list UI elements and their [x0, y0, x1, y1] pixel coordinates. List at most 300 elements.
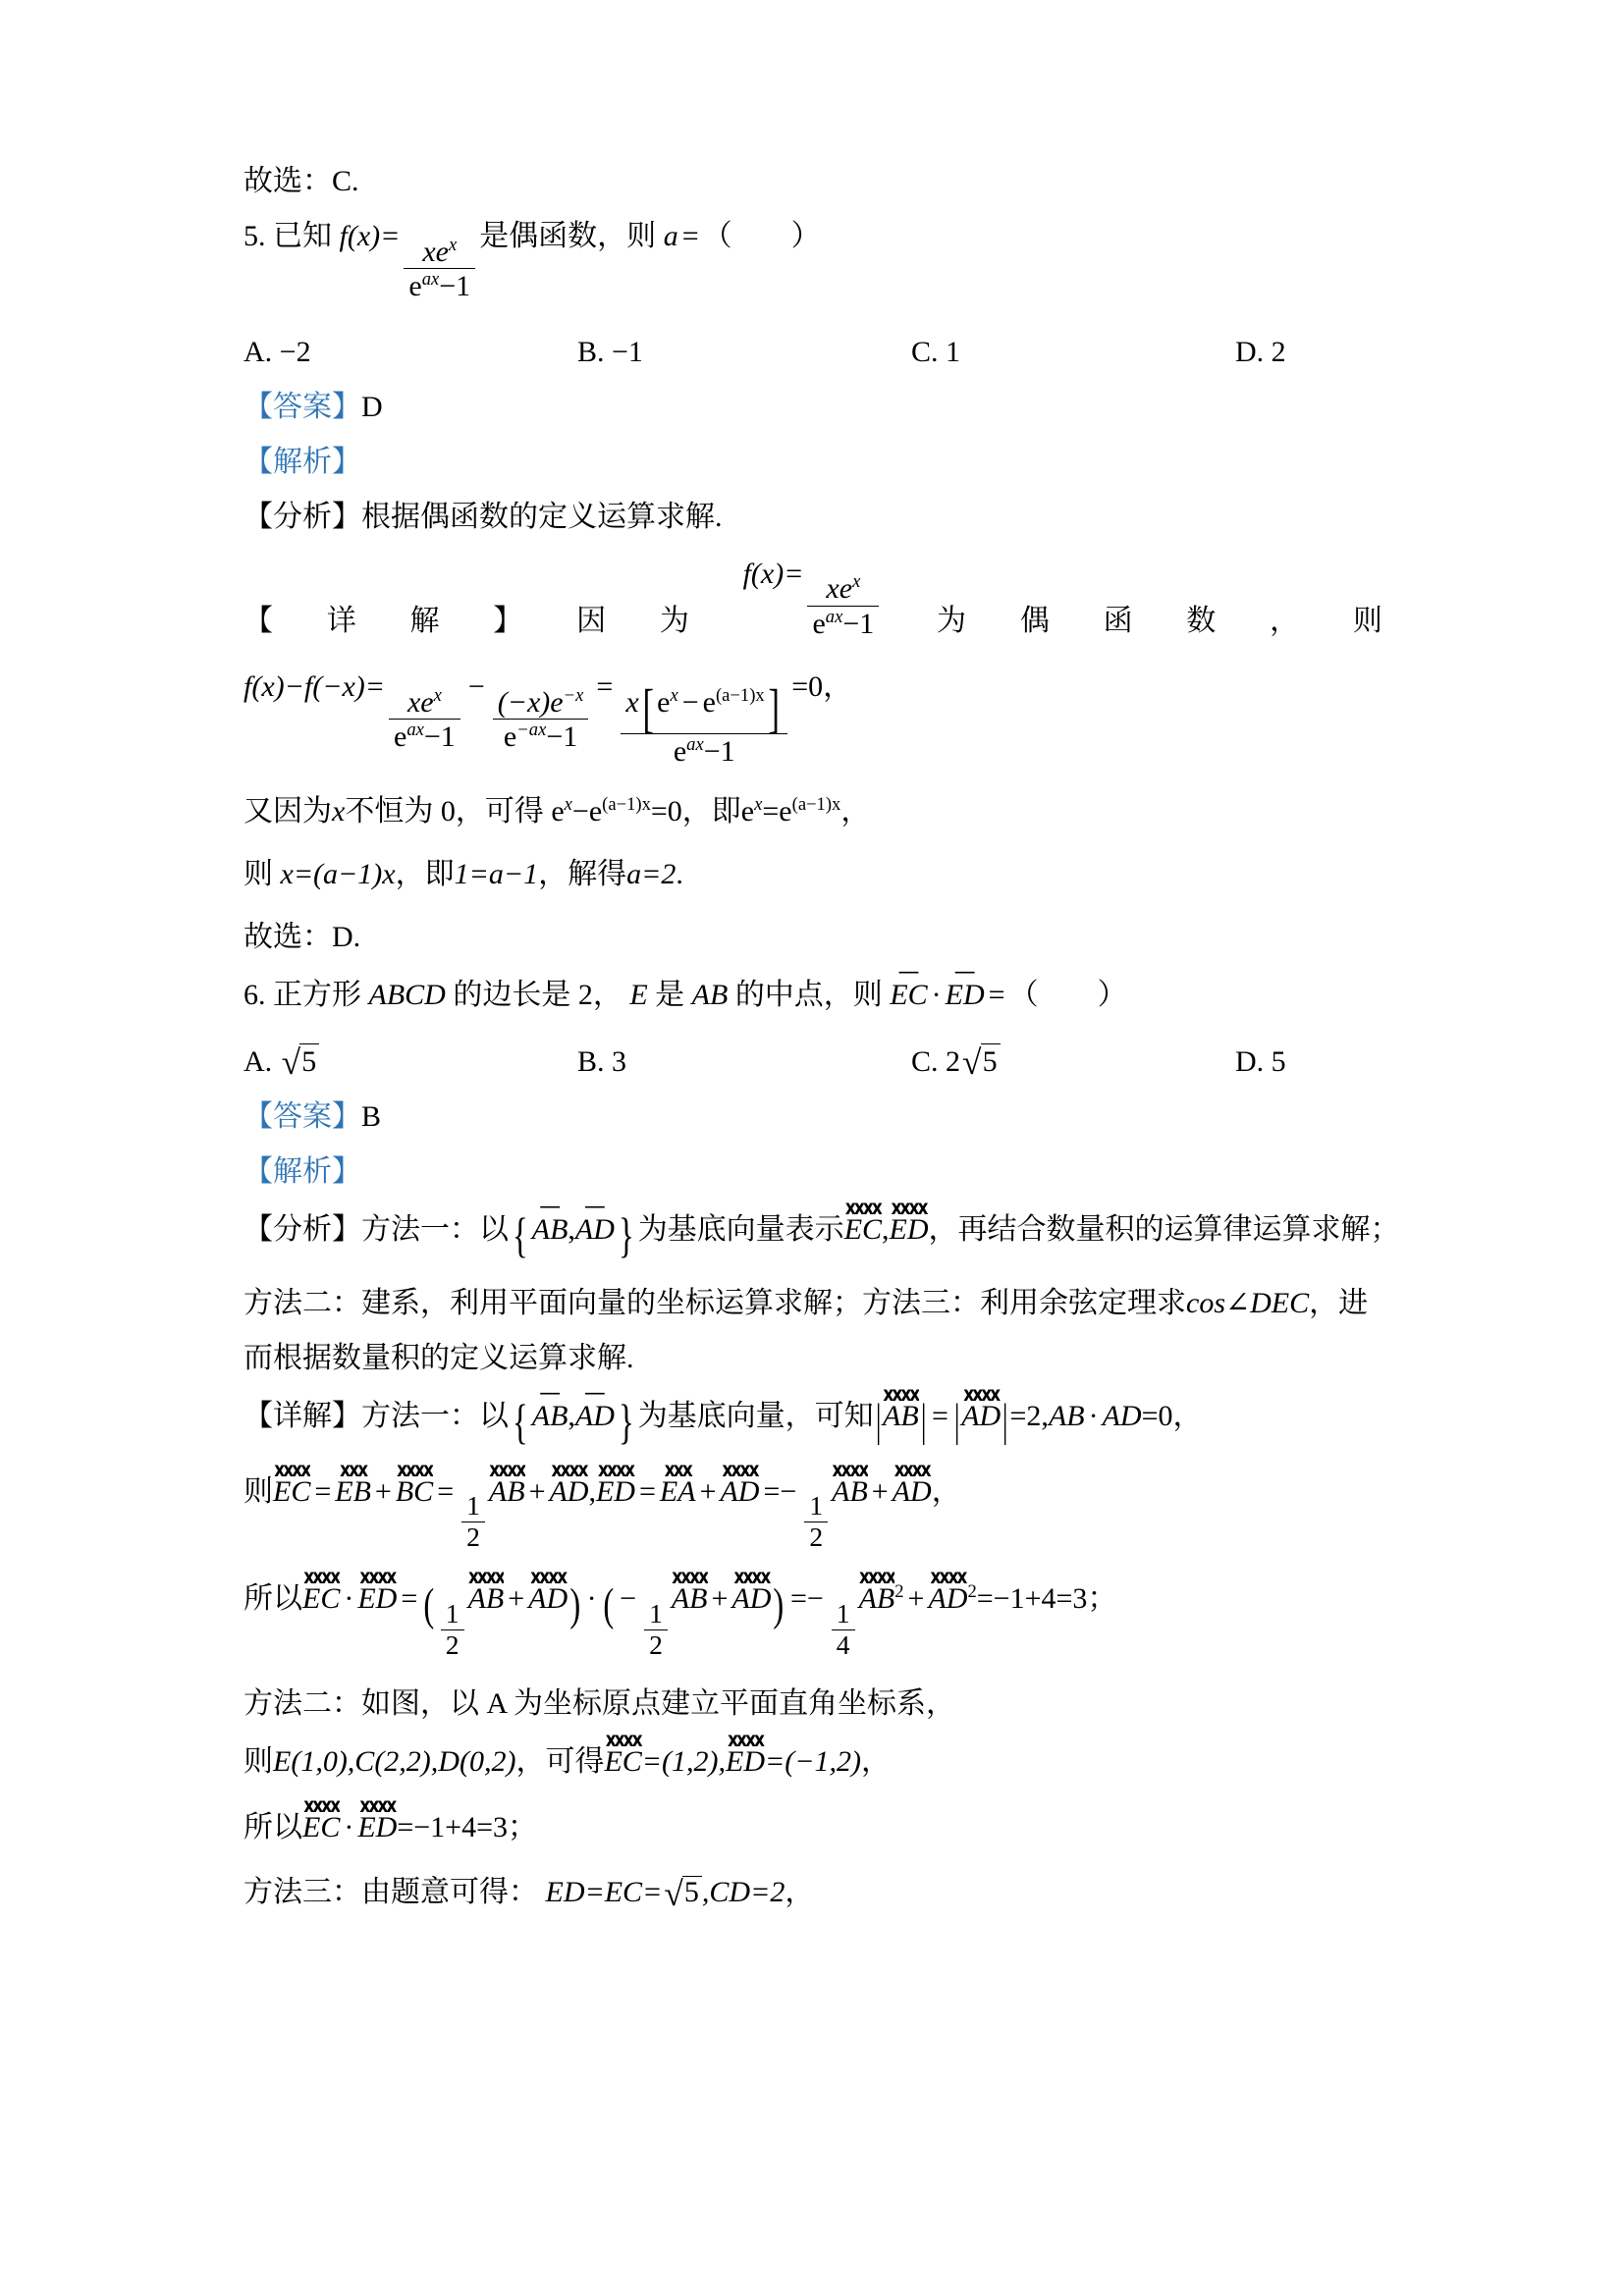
q6-eb-vec: [335, 1464, 371, 1509]
q6-vector-ec: [890, 966, 928, 1012]
question-6-options: [244, 1041, 1382, 1082]
q5-step2-eq2-b-exp: (a−1)x: [791, 794, 841, 816]
q5-fenxi-line: [244, 500, 1382, 533]
q5-number: 5.: [244, 220, 266, 252]
q6-half-2-den: 2: [809, 1522, 824, 1553]
q5-answer-line: [244, 390, 1382, 423]
q5-step3-eq2: 1=a−1: [454, 858, 539, 891]
q6-dot-g1-plus: +: [508, 1582, 525, 1616]
q6-equals: =: [988, 979, 1005, 1012]
q6-abs-open-2: |: [953, 1395, 960, 1446]
vector-arrow-icon: xxxx: [274, 1464, 310, 1478]
q6-dot-g2-plus: +: [711, 1582, 729, 1616]
q6-xj-abs-ab: [883, 1388, 919, 1432]
q5-answer-tag: 【答案】: [244, 390, 361, 423]
q6-dot-eq2: =−: [789, 1582, 824, 1616]
q6-xj-dot-sym: ·: [1088, 1399, 1099, 1432]
q5-step3-eq1: x=(a−1)x: [280, 858, 396, 891]
q6-option-c-value: 5: [981, 1043, 1001, 1079]
q6-fenxi-tag: 【分析】: [244, 1213, 361, 1247]
q6-m3-pre: 方法三：由题意可得：: [244, 1875, 538, 1908]
q6-xj-abs-ad: [961, 1388, 1001, 1432]
q5-xiangjie-fraction: [807, 572, 879, 639]
q5-conclusion-line: [244, 923, 1382, 952]
q6-basis-ad-label: AD: [574, 1213, 615, 1247]
q5-xj-den-exp: ax: [825, 606, 843, 627]
q5-deriv-t3-den-exp: ax: [686, 733, 704, 755]
q6-xj-basis-ab-label: AB: [531, 1399, 568, 1432]
vector-arrow-icon: xxxx: [530, 1572, 567, 1585]
q6-option-c-coefficient: 2: [946, 1045, 961, 1079]
q6-group1-open: (: [423, 1580, 435, 1631]
q6-ad-vec-2-label: AD: [720, 1475, 760, 1509]
q5-option-c[interactable]: [911, 336, 1235, 369]
q5-deriv-tail: =0: [791, 670, 824, 704]
q5-option-a-value: −2: [279, 335, 311, 368]
q5-xiangjie-line: [244, 558, 1382, 640]
q5-step3-eq3: a=2: [626, 858, 677, 891]
q6-dot-g2-ad-label: AD: [731, 1582, 772, 1616]
vector-arrow-icon: —: [539, 1201, 562, 1215]
q5-option-a-key: A.: [244, 335, 273, 368]
q5-deriv-t1-den-exp: ax: [406, 720, 424, 741]
q5-option-d-value: 2: [1271, 335, 1286, 368]
q6-m2-dot-semicolon: ；: [508, 1810, 538, 1843]
q5-step2-end: ，: [840, 795, 871, 828]
q5-step2-eq2-a-exp: x: [754, 794, 763, 816]
q6-dot-half-1-den: 2: [445, 1629, 460, 1660]
q6-bc-vec: [395, 1464, 434, 1509]
q6-dot-half-2-den: 2: [649, 1629, 663, 1660]
q5-deriv-t3-a: e: [657, 685, 671, 719]
q6-method3-line: [244, 1874, 1382, 1914]
q6-dot-half-2: [644, 1597, 668, 1660]
q6-ec-vec: [273, 1464, 311, 1509]
q6-option-a-value: 5: [299, 1043, 319, 1079]
q5-stem-after: 是偶函数，则: [479, 220, 657, 252]
q6-answer-tag: 【答案】: [244, 1100, 361, 1134]
q6-fenxi-vector-ec-label: EC: [843, 1213, 883, 1247]
q5-deriv-bracket-open: [: [642, 679, 654, 740]
q5-deriv-t3-b: e: [702, 685, 716, 719]
q5-variable: a: [663, 220, 678, 252]
q6-option-c[interactable]: [911, 1041, 1235, 1082]
q6-ab-vec-1-label: AB: [488, 1475, 525, 1509]
vector-arrow-icon: xxxx: [963, 1388, 1000, 1403]
q5-step2-ji: ，即: [681, 795, 741, 828]
q6-half-2: [804, 1492, 828, 1552]
q6-dot-half-2-num: 1: [644, 1600, 668, 1630]
q5-deriv-minus: −: [467, 670, 485, 704]
q6-ec-vec-label: EC: [273, 1475, 311, 1509]
q5-xiangjie-fx: f(x)=: [742, 557, 804, 590]
q6-stem-4: 的中点，则: [734, 979, 883, 1012]
q6-m2-vec-ec-label: EC: [604, 1744, 642, 1778]
q6-stem-1: 正方形: [273, 979, 361, 1012]
q6-m2-dot-ed: [357, 1799, 398, 1843]
q5-xiangjie-tail-4: 数: [1186, 605, 1217, 638]
q6-number: 6.: [244, 979, 266, 1012]
q6-m2-dot-sym: ·: [344, 1810, 354, 1843]
q5-analysis-tag: 【解析】: [244, 445, 361, 478]
q6-ab-vec-2-label: AB: [832, 1475, 868, 1509]
q6-m2-points: E(1,0),C(2,2),D(0,2): [273, 1744, 516, 1778]
q6-ed-vec-label: ED: [595, 1475, 635, 1509]
q5-stem-before: 已知: [273, 220, 332, 252]
q6-option-a[interactable]: [244, 1041, 577, 1082]
q6-dot-ec: [302, 1572, 341, 1616]
q5-deriv-t2-den-rest: −1: [546, 721, 578, 754]
q6-dot-g2-ad: [731, 1572, 772, 1616]
vector-arrow-icon: xxxx: [303, 1572, 340, 1585]
vector-arrow-icon: —: [897, 966, 920, 981]
q6-ed-eq2: =−: [763, 1475, 797, 1509]
question-5-stem: [244, 222, 1382, 302]
q6-m2-vec-ed-label: ED: [726, 1744, 766, 1778]
q6-xj-brace-close: }: [618, 1394, 634, 1449]
q5-step2-mid: 不恒为 0，可得: [345, 795, 544, 828]
vector-arrow-icon: xxxx: [303, 1799, 340, 1814]
q6-xj-basis-ad-label: AD: [574, 1399, 615, 1432]
q6-half-1-num: 1: [461, 1492, 485, 1522]
q6-m3-sqrt-value: 5: [682, 1876, 702, 1907]
q6-option-c-key: C.: [911, 1045, 939, 1079]
q6-point-e: E: [629, 979, 648, 1012]
q5-xj-den-rest: −1: [842, 607, 875, 640]
q6-ed-end: ，: [931, 1475, 961, 1509]
q6-xj-m1-pre: 方法一：以: [361, 1399, 509, 1432]
q6-ab-vec-1: [488, 1464, 525, 1509]
q6-m2-intro-text: 方法二：如图，以 A 为坐标原点建立平面直角坐标系，: [244, 1686, 956, 1720]
q6-option-b[interactable]: [577, 1045, 911, 1079]
q5-deriv-t3-den-rest: −1: [703, 734, 735, 768]
q5-xiangjie-ch-5: 为: [659, 605, 689, 638]
q5-fraction: [404, 236, 475, 302]
q6-eb-vec-label: EB: [335, 1475, 371, 1509]
q5-deriv-t1-den-rest: −1: [423, 721, 456, 754]
previous-answer-text: 故选：C.: [244, 165, 359, 197]
q5-deriv-t3-a-exp: x: [670, 684, 678, 706]
q5-option-b[interactable]: [577, 336, 911, 369]
q6-quarter-num: 1: [832, 1600, 855, 1630]
q5-xiangjie-tail-3: 函: [1103, 605, 1133, 638]
q6-option-d[interactable]: [1235, 1045, 1382, 1079]
q5-xiangjie-ch-1: 详: [326, 605, 356, 638]
q6-m2-vec-ec-value: =(1,2),: [641, 1744, 727, 1778]
q5-deriv-t2-den-exp: −ax: [516, 720, 547, 741]
q6-dot-half-1: [441, 1597, 464, 1660]
q6-vector-ed: [945, 966, 985, 1012]
q6-dot-half-1-num: 1: [441, 1600, 464, 1630]
vector-arrow-icon: xxx: [340, 1464, 367, 1478]
q6-basis-ab-label: AB: [531, 1213, 568, 1247]
vector-arrow-icon: xxxx: [397, 1464, 432, 1478]
q6-half-1: [461, 1492, 485, 1552]
q5-step3-pre: 则: [244, 858, 273, 891]
vector-arrow-icon: —: [953, 966, 976, 981]
q6-q-ab-exp: 2: [894, 1581, 904, 1603]
q6-square-label: ABCD: [368, 979, 446, 1012]
q6-half-2-num: 1: [804, 1492, 828, 1522]
radical-icon: √: [962, 1041, 982, 1082]
q5-deriv-t3-minus: −: [681, 685, 699, 719]
q5-analysis-tag-line: [244, 445, 1382, 478]
q6-dot-g1-ad: [528, 1572, 568, 1616]
q6-group2-close: ): [773, 1580, 785, 1631]
q6-xj-dot-ad: AD: [1102, 1399, 1142, 1432]
q6-ea-vec: [659, 1464, 696, 1509]
q5-step2-line: [244, 796, 1382, 827]
q6-m3-eq-b: ,CD=2: [701, 1875, 785, 1908]
q6-answer-value: B: [361, 1100, 382, 1134]
q6-m2-vec-ed-value: =(−1,2): [765, 1744, 861, 1778]
q5-deriv-t3-lead: x: [625, 685, 639, 719]
q5-frac-numerator: xe: [422, 235, 449, 268]
q6-basis-vector-ad: [574, 1201, 615, 1247]
q6-half-1-den: 2: [466, 1522, 480, 1553]
q6-ed-plus: +: [699, 1475, 717, 1509]
q5-step2-eq2-eq: =e: [762, 795, 792, 828]
q6-dot-mid-sym: ·: [586, 1582, 597, 1616]
q5-frac-den-base: e: [408, 270, 422, 303]
q6-segment-ab: AB: [691, 979, 729, 1012]
q6-ec-plus2: +: [528, 1475, 546, 1509]
vector-arrow-icon: xxxx: [728, 1734, 763, 1748]
q5-step3-line: [244, 860, 1382, 889]
q6-dot-semicolon: ；: [1087, 1582, 1117, 1616]
q5-answer-paren: （ ）: [702, 220, 821, 252]
q6-fenxi-m2-tail: ，进: [1309, 1286, 1369, 1319]
q6-group1-close: ): [569, 1580, 581, 1631]
vector-arrow-icon: xxxx: [930, 1572, 966, 1585]
vector-arrow-icon: xxxx: [605, 1734, 641, 1748]
q5-step2-eq1-b-exp: (a−1)x: [602, 794, 651, 816]
q6-m2-end: ，: [861, 1744, 891, 1778]
vector-arrow-icon: —: [583, 1201, 606, 1215]
q6-ad-vec-3-label: AD: [892, 1475, 932, 1509]
q6-q-ad-exp: 2: [967, 1581, 977, 1603]
q6-fenxi-line-1: [244, 1201, 1400, 1263]
q6-xiangjie-tag: 【详解】: [244, 1399, 361, 1432]
q5-deriv-t3-den: e: [673, 734, 687, 768]
q6-option-d-key: D.: [1235, 1045, 1265, 1079]
vector-arrow-icon: —: [583, 1386, 606, 1401]
q6-ec-comma: ,: [588, 1475, 596, 1509]
q5-step2-eq1-tail: =0: [650, 795, 682, 828]
q6-dot-result: =−1+4=3: [976, 1582, 1088, 1616]
q6-fenxi-vector-ed-label: ED: [889, 1213, 929, 1247]
q6-abs-open-1: |: [875, 1395, 882, 1446]
q5-step2-eq1-a: e: [551, 795, 565, 828]
q6-xj-dot-comma: ，: [1172, 1399, 1203, 1432]
q6-fenxi-vector-ec: [843, 1201, 883, 1247]
q5-deriv-t2-num-exp: −x: [563, 684, 584, 706]
q5-fenxi-tag: 【分析】: [244, 500, 361, 533]
q6-answer-paren: （ ）: [1008, 979, 1127, 1012]
q6-group2-open: (: [602, 1580, 614, 1631]
vector-arrow-icon: xxxx: [844, 1201, 881, 1216]
q5-xiangjie-tail-5: ，: [1270, 605, 1300, 638]
radical-icon: √: [664, 1874, 683, 1914]
q6-dot-ed-label: ED: [357, 1582, 398, 1616]
q6-dot-g1-ab: [467, 1572, 505, 1616]
q6-q-plus: +: [907, 1582, 925, 1616]
q6-basis-comma: ,: [568, 1213, 575, 1247]
q6-q-ab: [858, 1572, 895, 1616]
q5-option-c-value: 1: [946, 335, 961, 368]
q6-fenxi-line-3: [244, 1341, 1382, 1374]
q6-brace-close: }: [618, 1208, 634, 1263]
q5-conclusion-text: 故选：D.: [244, 921, 361, 954]
q6-ec-pre: 则: [244, 1475, 273, 1509]
q5-step2-eq2-a: e: [740, 795, 755, 828]
q6-option-c-sqrt: [962, 1041, 1001, 1082]
q5-frac-num-exp: x: [448, 234, 458, 255]
q6-ed-vec: [595, 1464, 635, 1509]
q6-option-a-key: A.: [244, 1045, 273, 1079]
q6-fenxi-cos: cos∠DEC: [1186, 1286, 1310, 1319]
q6-bc-vec-label: BC: [395, 1475, 434, 1509]
vector-arrow-icon: xxxx: [832, 1464, 868, 1478]
q6-ad-vec-1-label: AD: [549, 1475, 589, 1509]
q5-deriv-t1-num-exp: x: [433, 684, 442, 706]
q6-fenxi-m1-mid: 为基底向量表示: [637, 1213, 844, 1247]
q6-ec-eq1: =: [314, 1475, 332, 1509]
q5-option-d[interactable]: [1235, 336, 1382, 369]
q6-dot-operator: ·: [931, 979, 942, 1012]
q6-vector-ed-label: ED: [945, 979, 985, 1012]
q5-step2-pre: 又因为: [244, 795, 332, 828]
q5-step3-mid: ，即: [395, 858, 455, 891]
q6-dot-g1-ad-label: AD: [528, 1582, 568, 1616]
q6-dot-g2-sign: −: [620, 1582, 637, 1616]
q5-deriv-t1-num: xe: [406, 685, 434, 719]
q6-vector-expansion-line: [244, 1464, 1382, 1553]
vector-arrow-icon: xxxx: [733, 1572, 770, 1585]
q6-ec-eq2: =: [437, 1475, 455, 1509]
vector-arrow-icon: xxxx: [722, 1464, 758, 1478]
q5-option-a[interactable]: [244, 336, 577, 369]
q6-fenxi-vector-ed: [889, 1201, 929, 1247]
q6-m2-dot-result: =−1+4=3: [397, 1810, 509, 1843]
q6-xiangjie-line-1: [244, 1386, 1382, 1449]
radical-icon: √: [281, 1041, 301, 1082]
q6-ad-vec-1: [549, 1464, 589, 1509]
q6-option-b-value: 3: [612, 1045, 627, 1079]
q6-m3-sqrt: [664, 1874, 702, 1914]
q5-function-label: f(x)=: [339, 220, 401, 252]
q6-xj-brace-open: {: [513, 1394, 528, 1449]
page-content: [244, 165, 1400, 1933]
vector-arrow-icon: xxxx: [672, 1572, 708, 1585]
q5-deriv-t2-num: (−x)e: [497, 685, 564, 719]
vector-arrow-icon: —: [539, 1386, 562, 1401]
previous-answer-line: [244, 167, 1382, 196]
q5-xj-num-exp: x: [852, 571, 861, 593]
q6-ea-vec-label: EA: [659, 1475, 696, 1509]
q5-xiangjie-ch-3: 】: [493, 605, 523, 638]
q6-m2-vec-ec: [604, 1734, 642, 1778]
q5-deriv-term3: [621, 679, 787, 768]
q5-step3-end: .: [676, 858, 683, 891]
q6-dot-sym: ·: [344, 1582, 354, 1616]
q6-m2-dot-ec-label: EC: [302, 1810, 341, 1843]
q6-ed-plus2: +: [871, 1475, 889, 1509]
vector-arrow-icon: xxxx: [598, 1464, 633, 1478]
q6-answer-line: [244, 1102, 1382, 1132]
q6-fenxi-line-2: [244, 1286, 1382, 1319]
q6-m3-end: ，: [785, 1875, 815, 1908]
q6-q-ad: [928, 1572, 968, 1616]
q6-dot-ec-label: EC: [302, 1582, 341, 1616]
q5-fenxi-text: 根据偶函数的定义运算求解.: [361, 500, 723, 533]
q6-xj-abs-ad-label: AD: [961, 1399, 1001, 1432]
q6-fenxi-m2: 方法二：建系，利用平面向量的坐标运算求解；方法三：利用余弦定理求: [244, 1286, 1186, 1319]
q6-dot-product-line: [244, 1572, 1382, 1660]
q5-deriv-t2-den: e: [503, 721, 517, 754]
q5-deriv-lhs: f(x)−f(−x)=: [244, 670, 385, 704]
q6-ab-vec-2: [832, 1464, 868, 1509]
q5-answer-value: D: [361, 390, 383, 423]
q6-quarter: [832, 1597, 855, 1660]
q6-m2-pre: 则: [244, 1744, 273, 1778]
q6-option-a-sqrt: [281, 1041, 320, 1082]
q5-xiangjie-ch-2: 解: [409, 605, 440, 638]
q6-xj-abs-eq: =: [931, 1399, 948, 1432]
q6-abs-close-1: |: [920, 1395, 927, 1446]
q5-deriv-equals: =: [596, 670, 614, 704]
q6-m2-dot-pre: 所以: [244, 1810, 302, 1843]
question-5-options: [244, 336, 1382, 369]
q5-deriv-bracket-close: ]: [768, 679, 780, 740]
q5-xiangjie-formula: [743, 558, 884, 640]
q6-q-ab-label: AB: [858, 1582, 895, 1616]
q5-option-b-key: B.: [577, 335, 605, 368]
vector-arrow-icon: xxxx: [551, 1464, 587, 1478]
q6-analysis-tag-line: [244, 1157, 1382, 1187]
q5-step2-eq1-a-exp: x: [564, 794, 572, 816]
q6-dot-eq: =: [401, 1582, 418, 1616]
q6-xj-dot-ab: AB: [1048, 1399, 1085, 1432]
q6-m2-mid: ，可得: [515, 1744, 605, 1778]
q6-method2-result: [244, 1799, 1382, 1843]
q6-dot-pre: 所以: [244, 1582, 302, 1616]
q5-xiangjie-ch-4: 因: [576, 605, 607, 638]
q6-fenxi-m3: 而根据数量积的定义运算求解.: [244, 1341, 634, 1374]
q6-basis-vector-ab: [531, 1201, 568, 1247]
q6-brace-open: {: [513, 1208, 528, 1263]
q6-dot-ed: [357, 1572, 398, 1616]
vector-arrow-icon: xxxx: [893, 1464, 930, 1478]
q6-option-d-value: 5: [1271, 1045, 1286, 1079]
vector-arrow-icon: xxxx: [467, 1572, 504, 1585]
vector-arrow-icon: xxxx: [359, 1799, 396, 1814]
q6-quarter-den: 4: [836, 1629, 850, 1660]
q6-dot-g2-ab-label: AB: [671, 1582, 708, 1616]
q5-deriv-term2: [493, 686, 589, 753]
q5-option-c-key: C.: [911, 335, 939, 368]
q6-m3-eq-a: ED=EC=: [545, 1875, 663, 1908]
q5-deriv-comma: ，: [823, 670, 853, 704]
q6-m2-vec-ed: [726, 1734, 766, 1778]
q5-option-d-key: D.: [1235, 335, 1265, 368]
q6-ed-eq1: =: [638, 1475, 656, 1509]
vector-arrow-icon: xxxx: [359, 1572, 396, 1585]
q6-fenxi-m1-tail: ，再结合数量积的运算律运算求解；: [928, 1213, 1400, 1247]
q6-method2-coords: [244, 1734, 1382, 1778]
q5-step2-eq1-minus: −e: [571, 795, 603, 828]
q6-fenxi-vec-comma: ,: [882, 1213, 890, 1247]
